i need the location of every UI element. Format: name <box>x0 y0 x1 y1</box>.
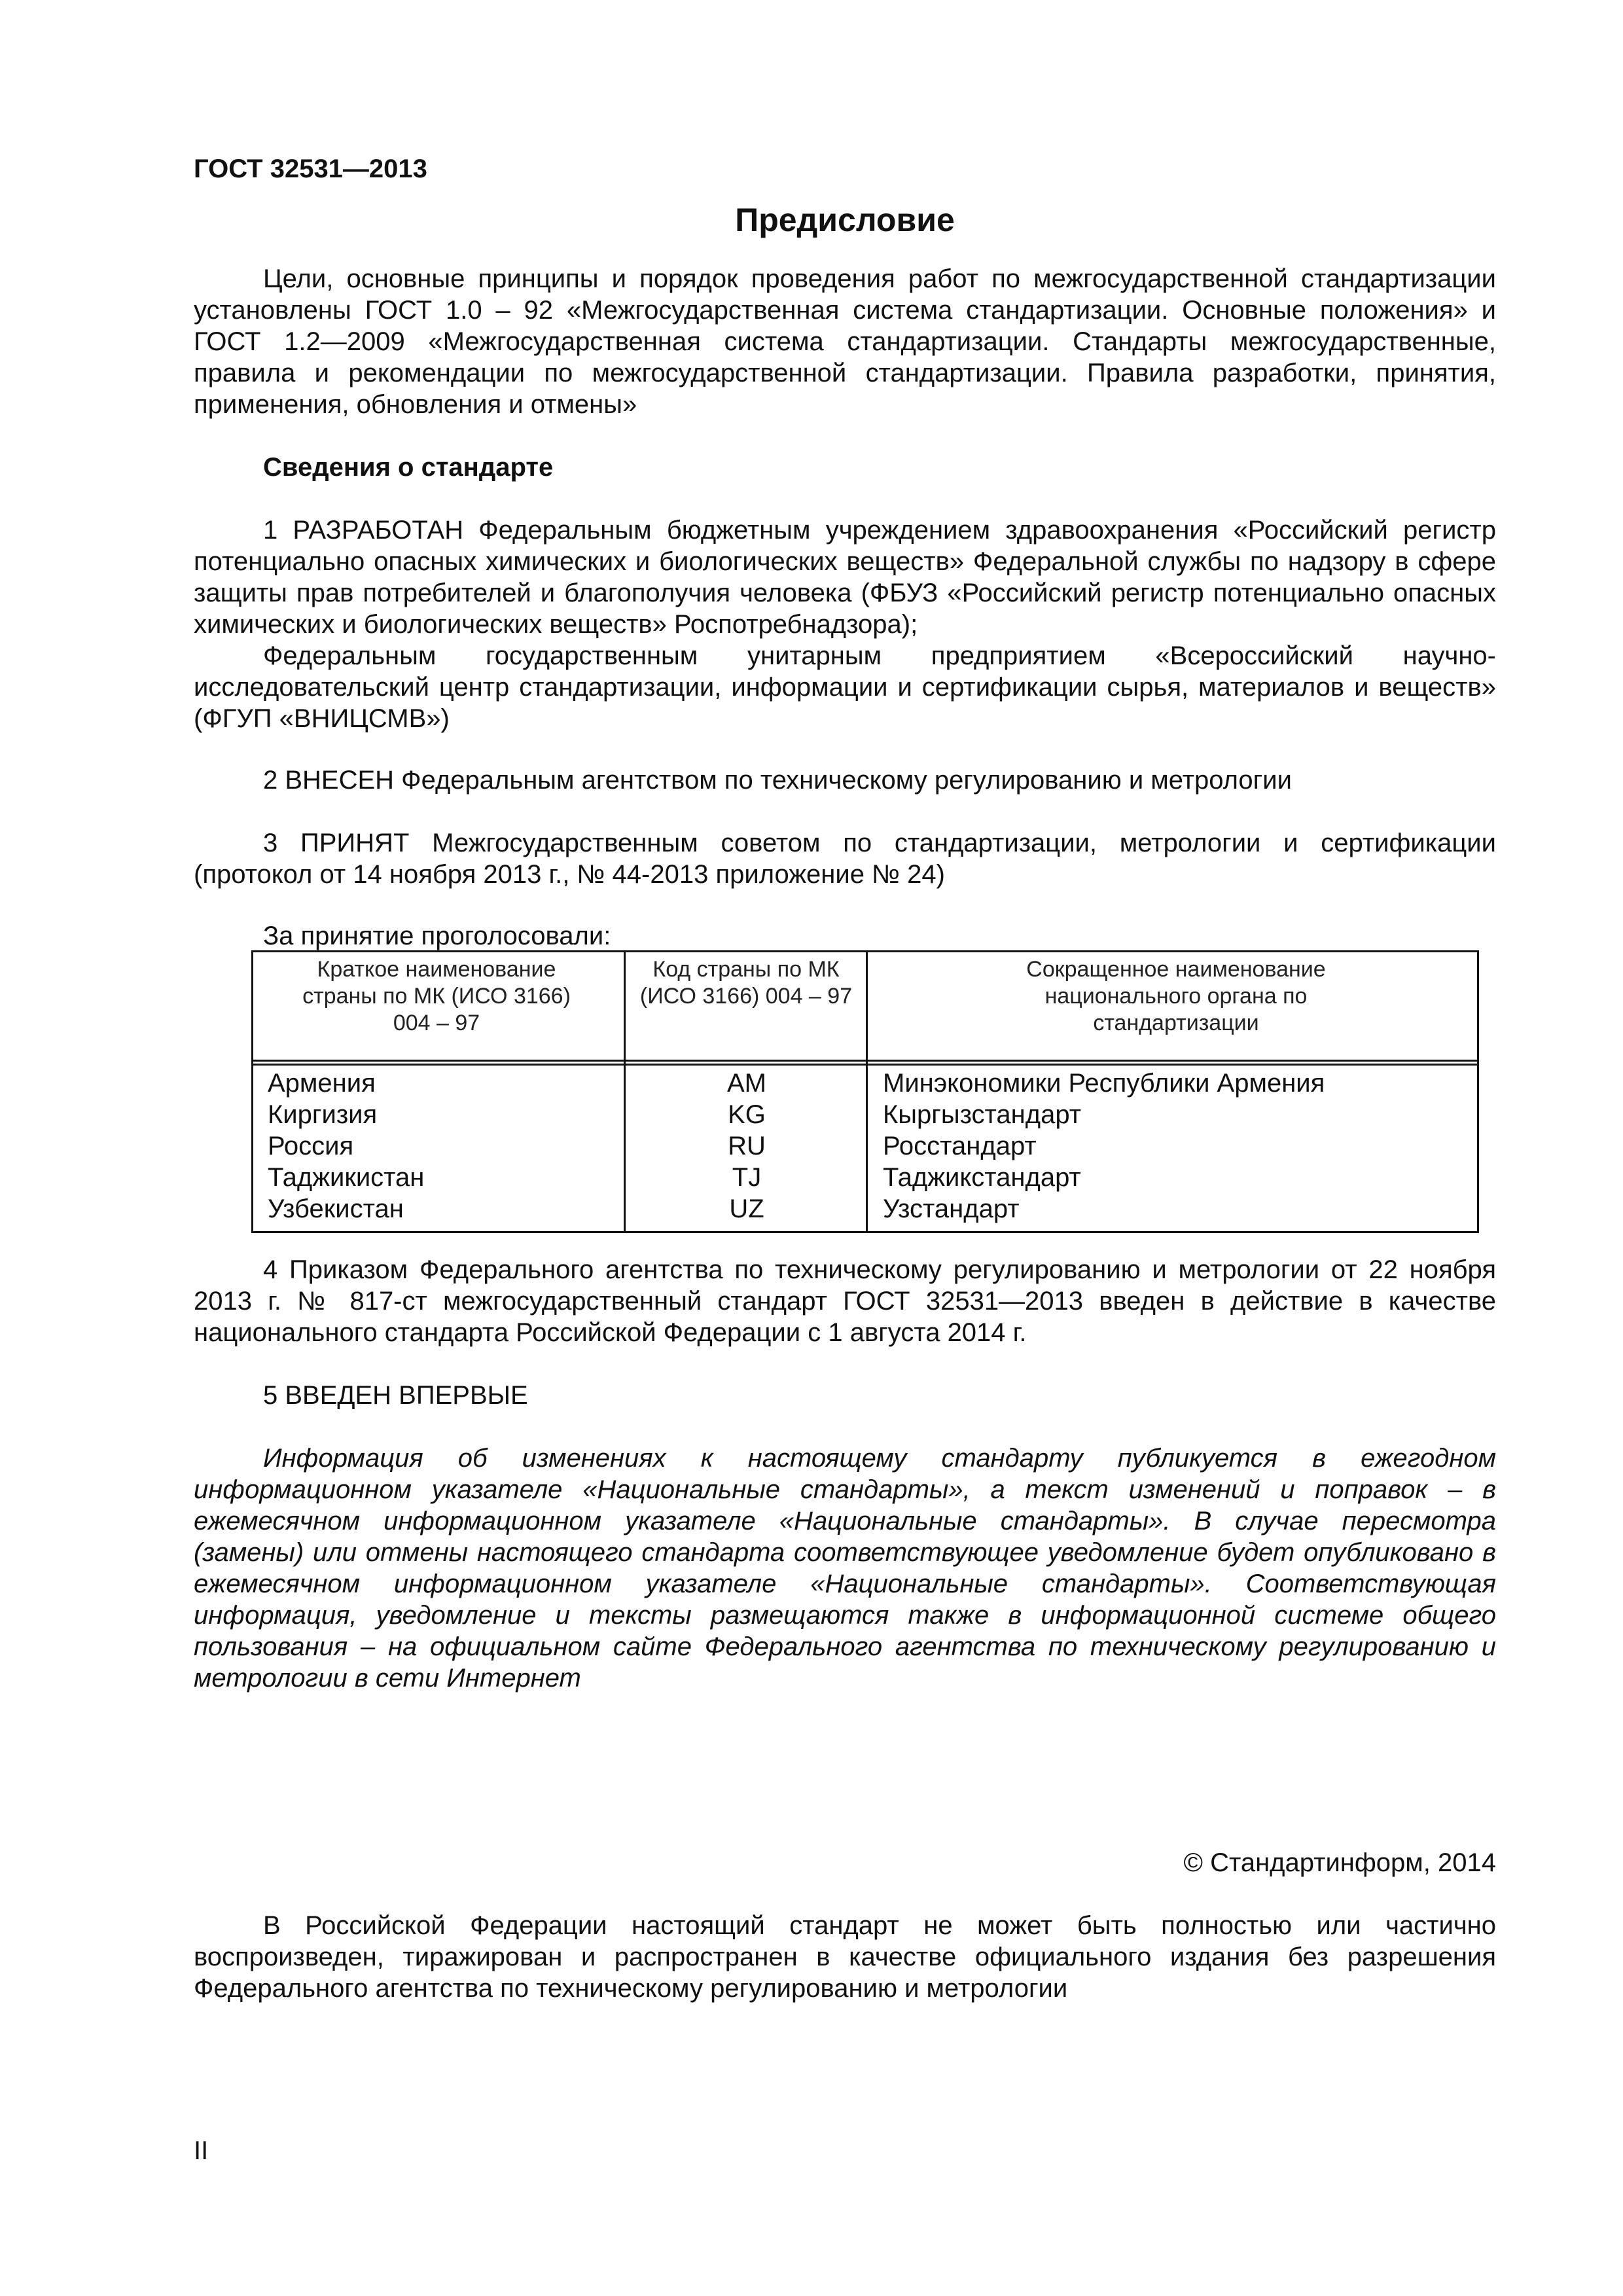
table-body <box>253 1067 1477 1225</box>
item-1-co-developer: Федеральным государственным унитарным предприятием «Всероссийский научно-исследовательский центр стандартизации, информации и сертификации сырья, материалов и веществ» (ФГУП «ВНИЦСМВ») <box>194 641 1496 733</box>
item-5-introduced: 5 ВВЕДЕН ВПЕРВЫЕ <box>263 1381 528 1410</box>
page-number: II <box>194 2136 209 2165</box>
doc-code: ГОСТ 32531—2013 <box>194 154 427 183</box>
info-heading: Сведения о стандарте <box>263 453 554 482</box>
item-2-submitted: 2 ВНЕСЕН Федеральным агентством по техническому регулированию и метрологии <box>263 766 1292 795</box>
reproduction-notice: В Российской Федерации настоящий стандарт не может быть полностью или частично воспроизведен, тиражирован и распространен в качестве официального издания без разрешения Федерального агентства по техническому регулированию и метрологии <box>194 1911 1496 2003</box>
cell-code: KG <box>728 1100 766 1129</box>
item-3-adopted: 3 ПРИНЯТ Межгосударственным советом по стандартизации, метрологии и сертификации (протокол от 14 ноября 2013 г., № 44-2013 приложение № 24) <box>194 829 1496 889</box>
table-header-code: Код страны по МК (ИСО 3166) 004 – 97 <box>639 957 853 1009</box>
table-header-country: Краткое наименование страны по МК (ИСО 3166) 004 – 97 <box>302 957 571 1035</box>
cell-country: Киргизия <box>268 1100 378 1129</box>
item-1-developer: 1 РАЗРАБОТАН Федеральным бюджетным учреждением здравоохранения «Российский регистр потенциально опасных химических и биологических веществ» Федеральной службы по надзору в сфере защиты прав потребителей и благополучия человека (ФБУЗ «Российский регистр потенциально опасных химических и биологических веществ» Роспотребнадзора); <box>194 516 1496 639</box>
cell-country: Таджикистан <box>268 1163 425 1192</box>
cell-body: Росстандарт <box>883 1132 1037 1160</box>
cell-code: UZ <box>729 1194 764 1223</box>
page-title: Предисловие <box>735 202 955 238</box>
table-row <box>253 1162 1477 1193</box>
table-row <box>253 1099 1477 1130</box>
cell-country: Россия <box>268 1132 354 1160</box>
changes-info: Информация об изменениях к настоящему стандарту публикуется в ежегодном информационном указателе «Национальные стандарты», а текст изменений и поправок – в ежемесячном информационном указателе «Национальные стандарты». В случае пересмотра (замены) или отмены настоящего стандарта соответствующее уведомление будет опубликовано в ежемесячном информационном указателе «Национальные стандарты». Соответствующая информация, уведомление и тексты размещаются также в информационной системе общего пользования – на официальном сайте Федерального агентства по техническому регулированию и метрологии в сети Интернет <box>194 1444 1496 1693</box>
cell-code: RU <box>728 1132 766 1160</box>
cell-body: Минэкономики Республики Армения <box>883 1069 1325 1098</box>
cell-code: TJ <box>732 1163 762 1192</box>
cell-body: Кыргызстандарт <box>883 1100 1082 1129</box>
table-divider <box>253 1060 1477 1062</box>
item-4-order: 4 Приказом Федерального агентства по техническому регулированию и метрологии от 22 ноября 2013 г. № 817-ст межгосударственный стандарт ГОСТ 32531—2013 введен в действие в качестве национального стандарта Российской Федерации с 1 августа 2014 г. <box>194 1255 1496 1347</box>
cell-country: Армения <box>268 1069 376 1098</box>
vote-label: За принятие проголосовали: <box>263 922 611 950</box>
cell-country: Узбекистан <box>268 1194 404 1223</box>
intro-paragraph: Цели, основные принципы и порядок проведения работ по межгосударственной стандартизации установлены ГОСТ 1.0 – 92 «Межгосударственная система стандартизации. Основные положения» и ГОСТ 1.2—2009 «Межгосударственная система стандартизации. Стандарты межгосударственные, правила и рекомендации по межгосударственной стандартизации. Правила разработки, принятия, применения, обновления и отмены» <box>194 264 1496 419</box>
table-row <box>253 1130 1477 1162</box>
copyright: © Стандартинформ, 2014 <box>1183 1848 1496 1877</box>
table-row <box>253 1067 1477 1099</box>
cell-code: AM <box>727 1069 766 1098</box>
table-header-body: Сокращенное наименование национального органа по стандартизации <box>1026 957 1326 1035</box>
cell-body: Таджикстандарт <box>883 1163 1081 1192</box>
cell-body: Узстандарт <box>883 1194 1020 1223</box>
table-divider <box>253 1064 1477 1066</box>
table-row <box>253 1193 1477 1225</box>
voting-table <box>251 950 1479 1233</box>
